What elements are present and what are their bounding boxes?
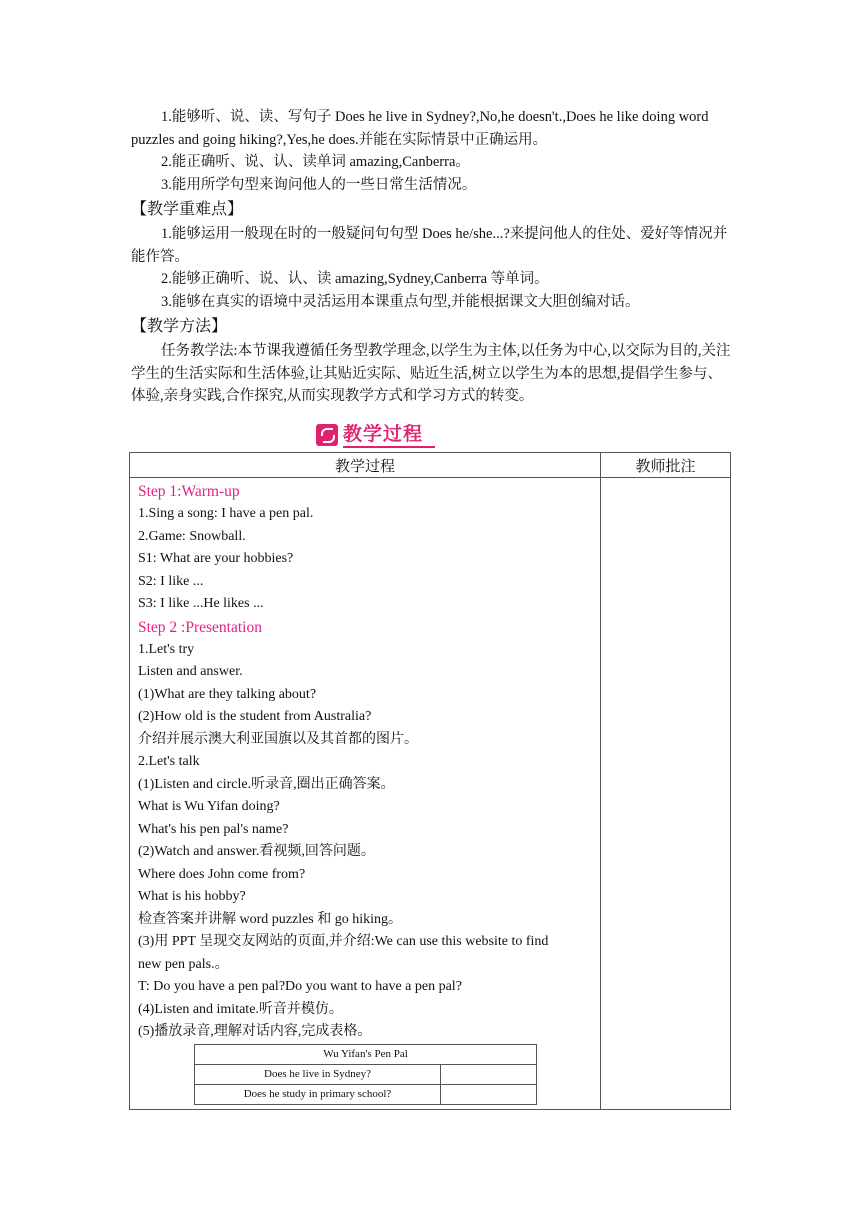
step2-line: (3)用 PPT 呈现交友网站的页面,并介绍:We can use this website to find [138, 934, 549, 949]
step1-line: S3: I like ...He likes ... [138, 596, 264, 611]
step2-line: (5)播放录音,理解对话内容,完成表格。 [138, 1024, 372, 1039]
step2-line: (2)How old is the student from Australia? [138, 709, 372, 724]
step2-line: T: Do you have a pen pal?Do you want to have a pen pal? [138, 979, 462, 994]
step2-line: 2.Let's talk [138, 754, 200, 769]
process-cell [130, 478, 601, 1110]
key-points-heading: 【教学重难点】 [131, 201, 244, 218]
pen-pal-table-title: Wu Yifan's Pen Pal [195, 1044, 537, 1064]
step2-line: 1.Let's try [138, 641, 195, 657]
method-heading: 【教学方法】 [131, 318, 228, 335]
step2-line: (1)What are they talking about? [138, 686, 317, 702]
pen-pal-question: Does he study in primary school? [195, 1084, 441, 1104]
step1-line: S2: I like ... [138, 573, 204, 589]
key-point-1: 1.能够运用一般现在时的一般疑问句句型 Does he/she...?来提问他人的住处、爱好等情况并能作答。 [131, 226, 728, 265]
step2-line: 介绍并展示澳大利亚国旗以及其首都的图片。 [138, 731, 418, 747]
teacher-notes-cell [601, 478, 731, 1110]
step1-line: 2.Game: Snowball. [138, 528, 246, 544]
objective-3: 3.能用所学句型来询问他人的一些日常生活情况。 [161, 177, 477, 193]
step2-line: What's his pen pal's name? [138, 821, 289, 837]
objective-1: 1.能够听、说、读、写句子 Does he live in Sydney?,No,he doesn't.,Does he like doing word puzzles and going hiking?,Yes,he does.并能在实际情景中正确运用。 [131, 109, 709, 148]
step-2-title: Step 2 :Presentation [138, 618, 262, 636]
pen-pal-table [194, 1044, 537, 1105]
table-header-row [130, 453, 731, 478]
header-process: 教学过程 [130, 453, 601, 478]
key-point-2: 2.能够正确听、说、认、读 amazing,Sydney,Canberra 等单词。 [161, 271, 549, 287]
key-point-3: 3.能够在真实的语境中灵活运用本课重点句型,并能根据课文大胆创编对话。 [161, 294, 640, 310]
pen-pal-answer-cell [441, 1084, 537, 1104]
step2-line: new pen pals.。 [138, 956, 229, 972]
step1-line: 1.Sing a song: I have a pen pal. [138, 506, 314, 521]
section-banner [316, 421, 435, 449]
step1-line: S1: What are your hobbies? [138, 551, 294, 566]
objective-2: 2.能正确听、说、认、读单词 amazing,Canberra。 [161, 154, 470, 170]
step2-line: 检查答案并讲解 word puzzles 和 go hiking。 [138, 911, 403, 927]
pen-pal-question: Does he live in Sydney? [195, 1064, 441, 1084]
step2-line: What is his hobby? [138, 889, 246, 904]
step2-line: (2)Watch and answer.看视频,回答问题。 [138, 844, 375, 859]
step2-line: (1)Listen and circle.听录音,圈出正确答案。 [138, 776, 395, 792]
pen-pal-answer-cell [441, 1064, 537, 1084]
banner-title: 教学过程 [343, 422, 435, 448]
step2-line: What is Wu Yifan doing? [138, 799, 280, 814]
s-logo-icon [316, 424, 338, 446]
table-body-row [130, 478, 731, 1110]
teaching-process-table [129, 452, 731, 1110]
method-text: 任务教学法:本节课我遵循任务型教学理念,以学生为主体,以任务为中心,以交际为目的,关注学生的生活实际和生活体验,让其贴近实际、贴近生活,树立以学生为本的思想,提倡学生参与、体验,亲身实践,合作探究,从而实现教学方式和学习方式的转变。 [131, 343, 731, 404]
step2-line: Listen and answer. [138, 664, 243, 679]
header-teacher-notes: 教师批注 [601, 453, 731, 478]
step2-line: (4)Listen and imitate.听音并模仿。 [138, 1001, 343, 1017]
step2-line: Where does John come from? [138, 866, 306, 882]
step-1-title: Step 1:Warm-up [138, 483, 240, 500]
